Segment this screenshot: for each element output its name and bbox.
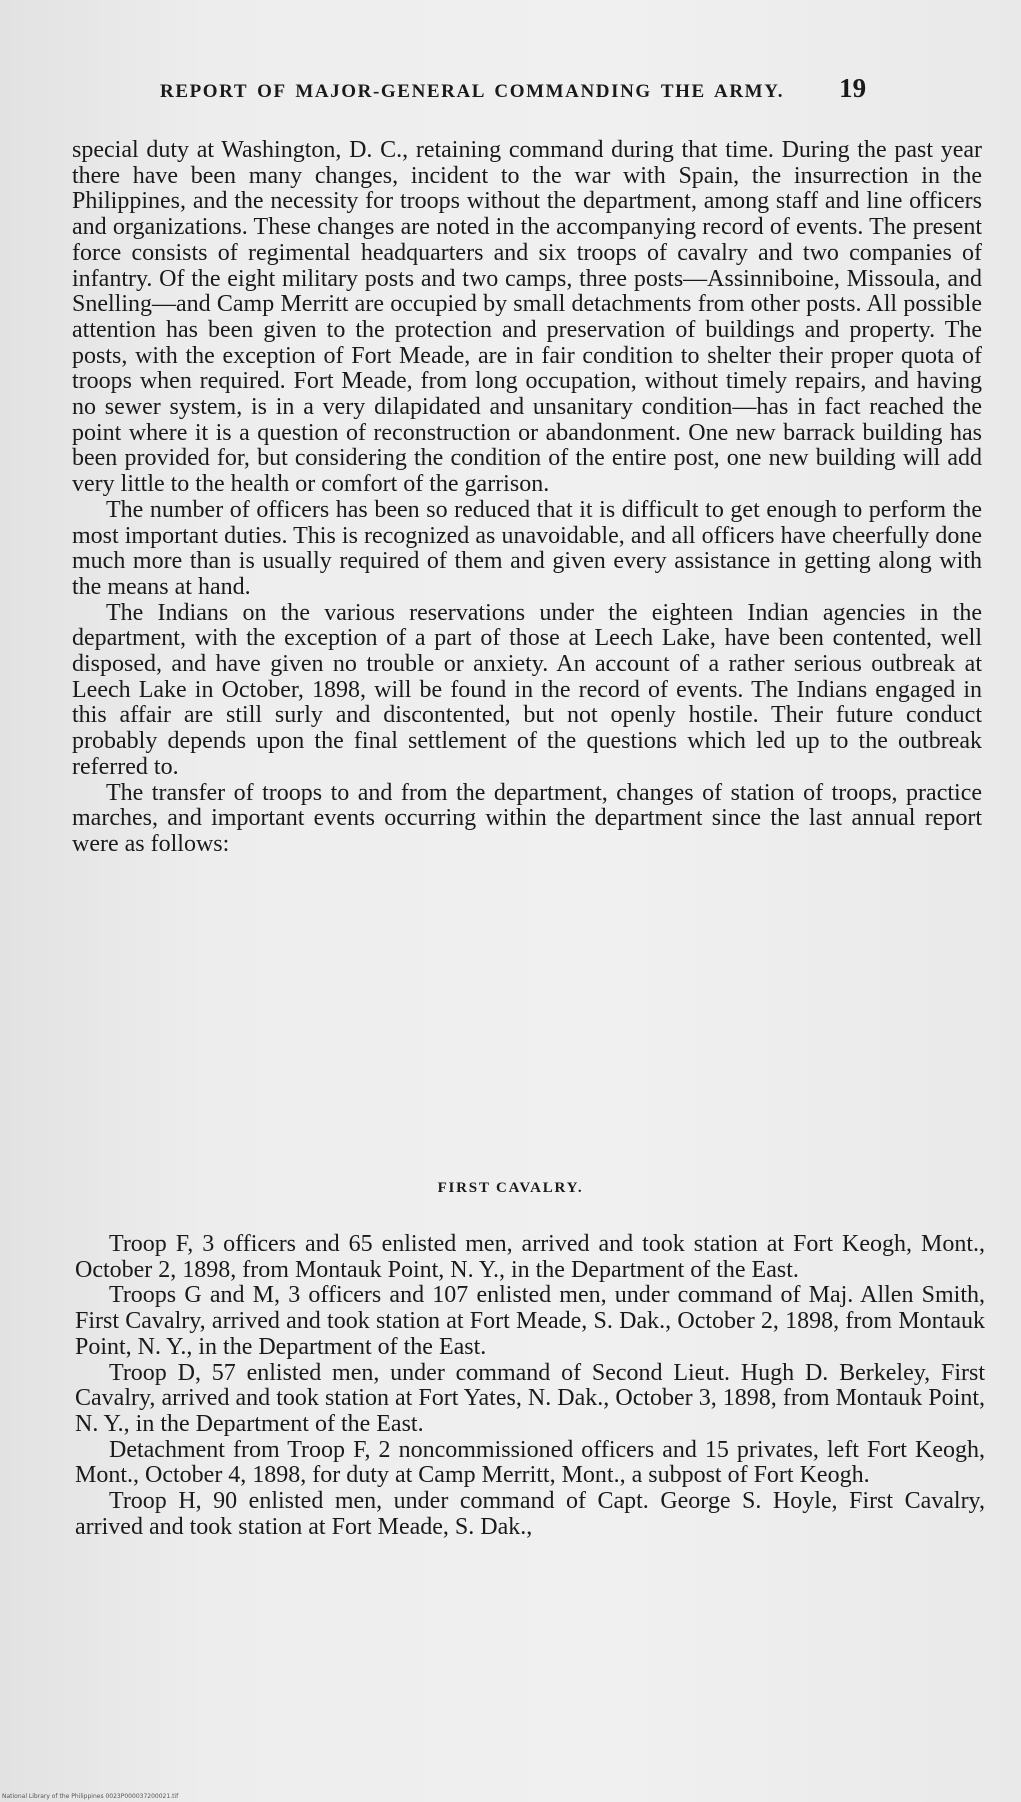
paragraph: special duty at Washington, D. C., retaining command during that time. During the past year there have been many changes, incident to the war with Spain, the insurrection in the Philippines, and the necessity for troops without the department, among staff and line officers and organizations. These changes are noted in the accompanying record of events. The present force consists of regimental headquarters and six troops of cavalry and two companies of infantry. Of the eight military posts and two camps, three posts—Assinniboine, Missoula, and Snelling—and Camp Merritt are occupied by small detachments from other posts. All possible attention has been given to the protection and preservation of buildings and property. The posts, with the exception of Fort Meade, are in fair condition to shelter their proper quota of troops when required. Fort Meade, from long occupation, without timely repairs, and having no sewer system, is in a very dilapidated and unsanitary condition—has in fact reached the point where it is a question of reconstruction or abandonment. One new barrack building has been provided for, but considering the condition of the entire post, one new building will add very little to the health or comfort of the garrison.	[72, 137, 982, 498]
page-number: 19	[839, 73, 867, 103]
body-text-bottom	[75, 1232, 985, 1540]
scan-footer-note: National Library of the Philippines 0023P000037200021.tif	[2, 1793, 179, 1800]
body-text-top	[72, 138, 982, 858]
paragraph: The number of officers has been so reduced that it is difficult to get enough to perform the most important duties. This is recognized as unavoidable, and all officers have cheerfully done much more than is usually required of them and given every assistance in getting along with the means at hand.	[72, 496, 982, 600]
paragraph: Troop F, 3 officers and 65 enlisted men, arrived and took station at Fort Keogh, Mont., October 2, 1898, from Montauk Point, N. Y., in the Department of the East.	[75, 1231, 985, 1283]
section-heading: FIRST CAVALRY.	[437, 1180, 584, 1196]
paragraph: Troop D, 57 enlisted men, under command of Second Lieut. Hugh D. Berkeley, First Cavalry, arrived and took station at Fort Yates, N. Dak., October 3, 1898, from Montauk Point, N. Y., in the Department of the East.	[75, 1359, 985, 1437]
paragraph: Detachment from Troop F, 2 noncommissioned officers and 15 privates, left Fort Keogh, Mont., October 4, 1898, for duty at Camp Merritt, Mont., a subpost of Fort Keogh.	[75, 1436, 985, 1489]
paragraph: The transfer of troops to and from the department, changes of station of troops, practice marches, and important events occurring within the department since the last annual report were as follows:	[72, 779, 982, 857]
paragraph: The Indians on the various reservations under the eighteen Indian agencies in the department, with the exception of a part of those at Leech Lake, have been contented, well disposed, and have given no trouble or anxiety. An account of a rather serious outbreak at Leech Lake in October, 1898, will be found in the record of events. The Indians engaged in this affair are still surly and discontented, but not openly hostile. Their future conduct probably depends upon the final settlement of the questions which led up to the outbreak referred to.	[72, 599, 982, 780]
paragraph: Troop H, 90 enlisted men, under command of Capt. George S. Hoyle, First Cavalry, arrived and took station at Fort Meade, S. Dak.,	[75, 1488, 985, 1540]
page-header	[160, 73, 981, 113]
paragraph: Troops G and M, 3 officers and 107 enlisted men, under command of Maj. Allen Smith, First Cavalry, arrived and took station at Fort Meade, S. Dak., October 2, 1898, from Montauk Point, N. Y., in the Department of the East.	[75, 1282, 985, 1360]
running-head: REPORT OF MAJOR-GENERAL COMMANDING THE ARMY.	[160, 81, 785, 102]
